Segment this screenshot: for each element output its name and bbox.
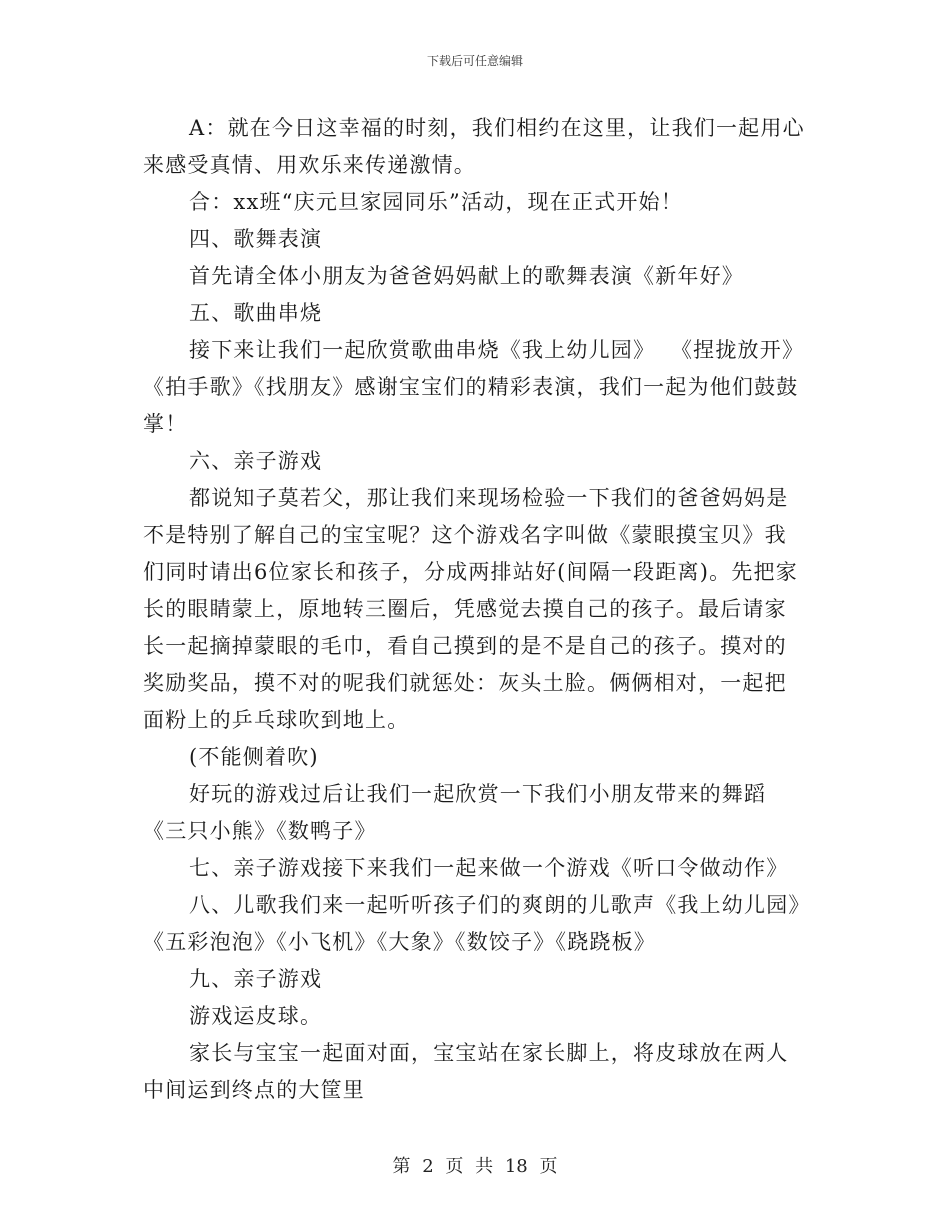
page-footer: 第 2 页 共 18 页 bbox=[392, 1156, 558, 1177]
paragraph-song-dance: 首先请全体小朋友为爸爸妈妈献上的歌舞表演《新年好》 bbox=[189, 264, 744, 288]
section-heading-4: 四、歌舞表演 bbox=[189, 227, 323, 251]
section-heading-7: 七、亲子游戏接下来我们一起来做一个游戏《听口令做动作》 bbox=[189, 856, 789, 880]
paragraph-game-name: 游戏运皮球。 bbox=[189, 1004, 323, 1028]
paragraph-dance: 好玩的游戏过后让我们一起欣赏一下我们小朋友带来的舞蹈《三只小熊》《数鸭子》 bbox=[143, 782, 767, 843]
paragraph-opening-a: A：就在今日这幸福的时刻，我们相约在这里，让我们一起用心来感受真情、用欢乐来传递激情。 bbox=[143, 116, 805, 177]
section-heading-5: 五、歌曲串烧 bbox=[189, 301, 323, 325]
page-header: 下载后可任意编辑 bbox=[426, 54, 523, 68]
paragraph-blindfold-game: 都说知子莫若父，那让我们来现场检验一下我们的爸爸妈妈是不是特别了解自己的宝宝呢？这个游戏名字叫做《蒙眼摸宝贝》我们同时请出6位家长和孩子，分成两排站好(间隔一段距离)。先把家长的眼睛蒙上，原地转三圈后，凭感觉去摸自己的孩子。最后请家长一起摘掉蒙眼的毛巾，看自己摸到的是不是自己的孩子。摸对的奖励奖品，摸不对的呢我们就惩处：灰头土脸。俩俩相对，一起把面粉上的乒乓球吹到地上。 bbox=[143, 486, 798, 732]
section-heading-9: 九、亲子游戏 bbox=[189, 967, 323, 991]
paragraph-game-rules: 家长与宝宝一起面对面，宝宝站在家长脚上，将皮球放在两人中间运到终点的大筐里 bbox=[143, 1041, 789, 1102]
paragraph-opening-together: 合：xx班“庆元旦家园同乐”活动，现在正式开始！ bbox=[189, 190, 683, 214]
document-body bbox=[143, 110, 808, 1109]
section-heading-6: 六、亲子游戏 bbox=[189, 449, 323, 473]
paragraph-note: (不能侧着吹) bbox=[189, 745, 319, 769]
paragraph-song-medley: 接下来让我们一起欣赏歌曲串烧《我上幼儿园》 《捏拢放开》《拍手歌》《找朋友》感谢宝宝们的精彩表演，我们一起为他们鼓鼓掌！ bbox=[143, 338, 805, 436]
section-heading-8: 八、儿歌我们来一起听听孩子们的爽朗的儿歌声《我上幼儿园》《五彩泡泡》《小飞机》《大象》《数饺子》《跷跷板》 bbox=[143, 893, 801, 954]
